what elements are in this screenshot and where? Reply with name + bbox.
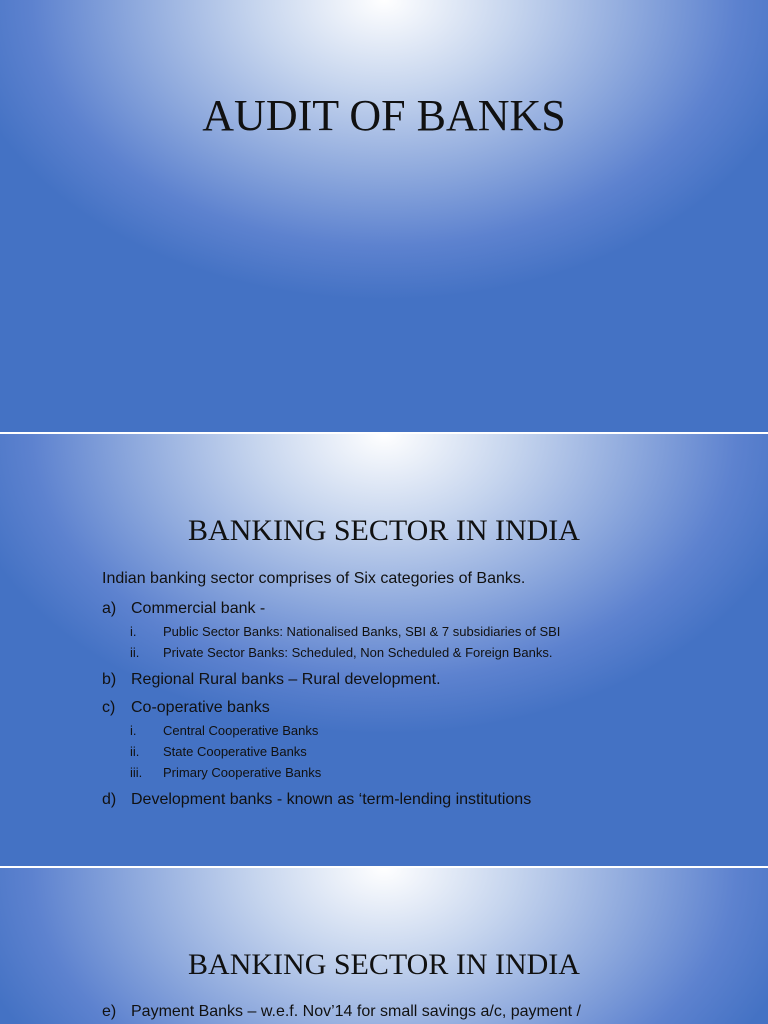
sub-list-item-text: Central Cooperative Banks: [163, 723, 319, 738]
list-marker: e): [102, 1003, 117, 1020]
sub-list-item: [102, 741, 748, 762]
list-item-text: Payment Banks – w.e.f. Nov’14 for small savings a/c, payment /: [131, 1003, 581, 1020]
sub-list: [102, 720, 748, 783]
list-item-text: Commercial bank -: [131, 600, 266, 617]
list-marker: c): [102, 699, 116, 716]
list-marker: a): [102, 600, 117, 617]
intro-text: Indian banking sector comprises of Six categories of Banks.: [102, 570, 526, 587]
sub-list-item: [102, 720, 748, 741]
sub-list-item-text: Public Sector Banks: Nationalised Banks, SBI & 7 subsidiaries of SBI: [163, 624, 561, 639]
sub-list-item: [102, 642, 748, 663]
list-marker: b): [102, 671, 117, 688]
sub-list-item-text: Private Sector Banks: Scheduled, Non Scheduled & Foreign Banks.: [163, 645, 553, 660]
list-item: [102, 697, 748, 719]
slide-title: BANKING SECTOR IN INDIA: [188, 514, 580, 547]
list-item: [102, 598, 748, 620]
list-item: [102, 669, 748, 691]
sub-list-item-text: State Cooperative Banks: [163, 744, 307, 759]
slide-2: [0, 434, 768, 866]
list-item-text: Development banks - known as ‘term-lending institutions: [131, 791, 532, 808]
slide-3: [0, 868, 768, 1024]
list-item-text: Regional Rural banks – Rural development.: [131, 671, 441, 688]
sub-list-marker: ii.: [130, 645, 140, 660]
sub-list-marker: i.: [130, 723, 137, 738]
slide-body: [102, 568, 748, 811]
sub-list-item-text: Primary Cooperative Banks: [163, 765, 322, 780]
sub-list-item: [102, 621, 748, 642]
slide-body: [102, 1001, 748, 1023]
sub-list-marker: ii.: [130, 744, 140, 759]
list-marker: d): [102, 791, 117, 808]
sub-list-marker: i.: [130, 624, 137, 639]
list-item-text: Co-operative banks: [131, 699, 270, 716]
list-item: [102, 789, 748, 811]
list-item: [102, 1001, 748, 1023]
slide-1: [0, 0, 768, 432]
sub-list-item: [102, 762, 748, 783]
sub-list: [102, 621, 748, 663]
slide-title: BANKING SECTOR IN INDIA: [188, 948, 580, 981]
sub-list-marker: iii.: [130, 765, 143, 780]
slide-title: AUDIT OF BANKS: [202, 91, 566, 140]
